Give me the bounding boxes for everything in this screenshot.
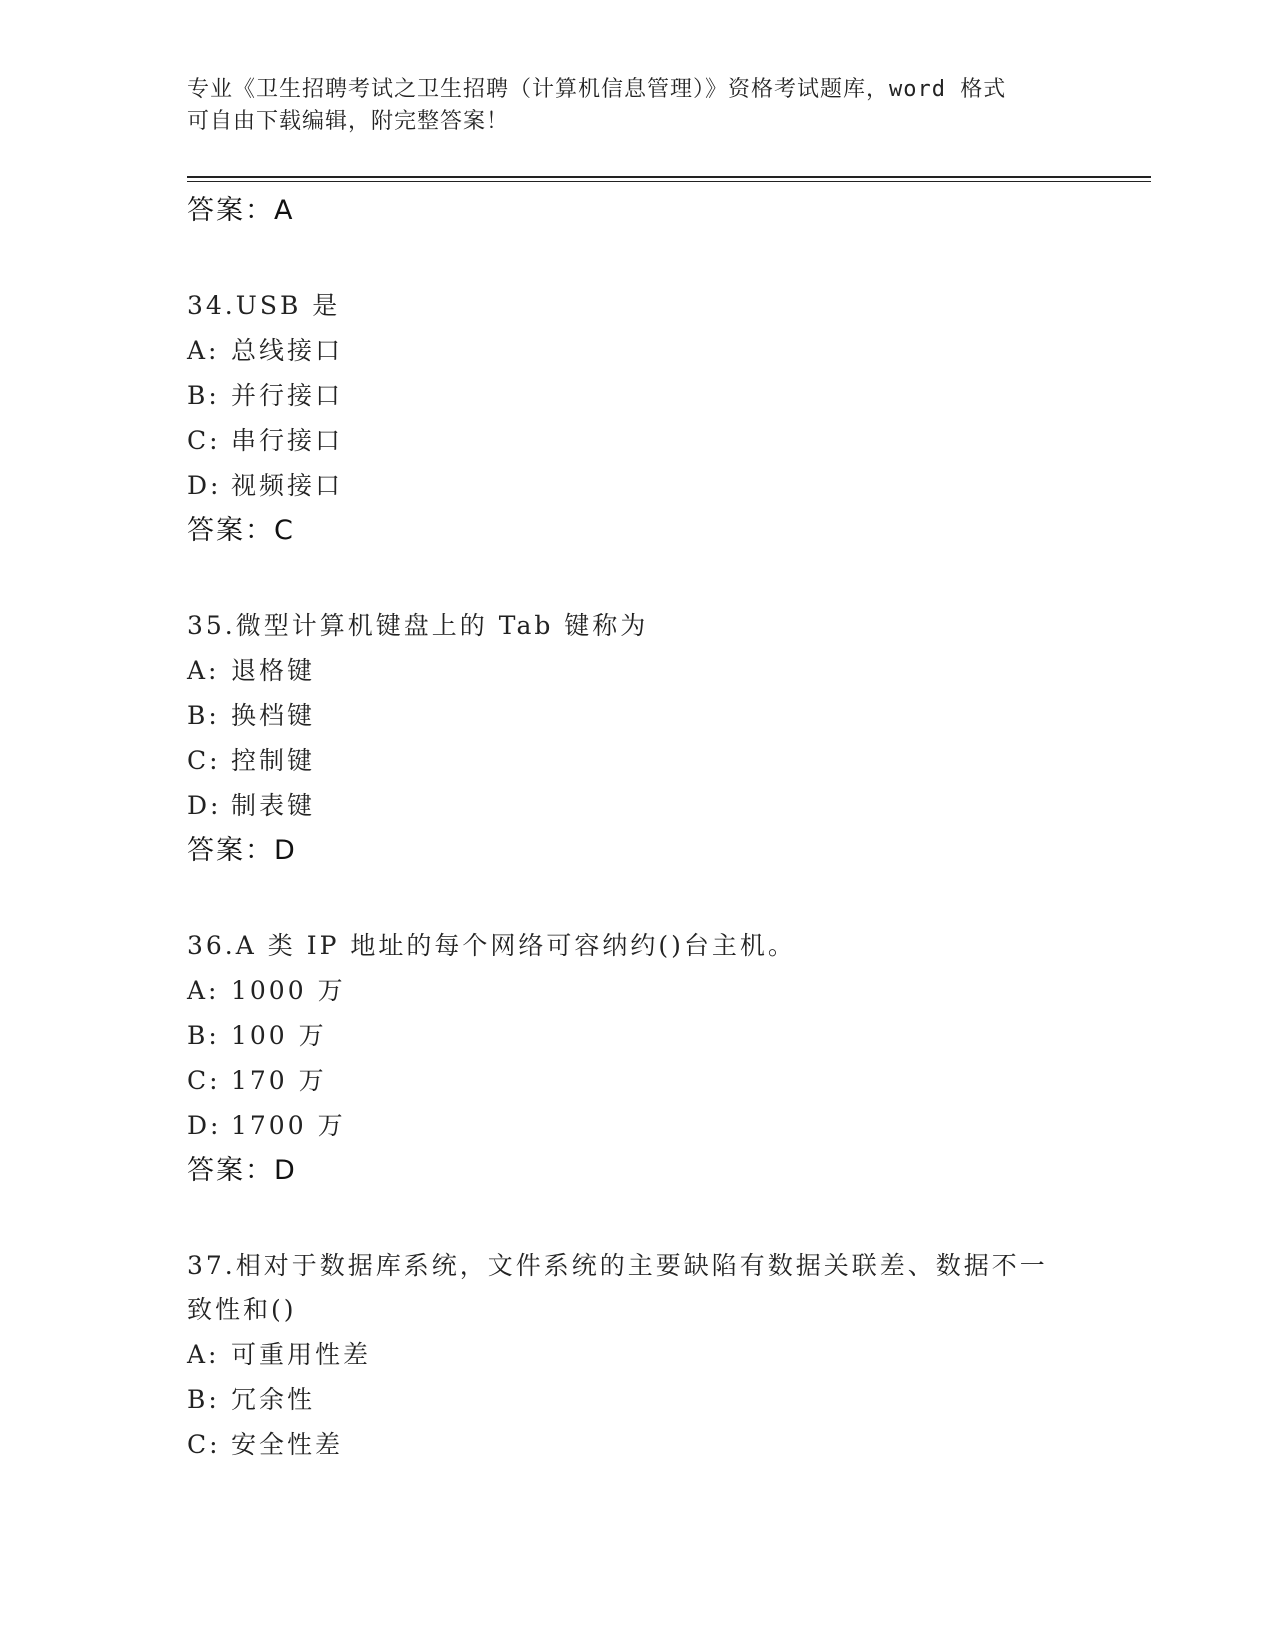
option-letter: B: xyxy=(187,1021,220,1050)
question-text-line-2: 致性和() xyxy=(187,1295,297,1324)
question-text-line-1: 37.相对于数据库系统，文件系统的主要缺陷有数据关联差、数据不一 xyxy=(187,1251,1048,1280)
option-text: 并行接口 xyxy=(231,381,344,410)
option-letter: B: xyxy=(187,701,220,730)
option-a xyxy=(187,1332,1127,1377)
option-letter: D: xyxy=(187,471,222,500)
option-c xyxy=(187,1058,1127,1103)
option-text: 冗余性 xyxy=(231,1385,316,1414)
option-a xyxy=(187,648,1127,693)
option-letter: C: xyxy=(187,426,221,455)
header-line-2: 可自由下载编辑，附完整答案！ xyxy=(187,109,510,134)
option-letter: B: xyxy=(187,1385,220,1414)
question-list xyxy=(187,188,1127,1467)
answer-line: 答案：D xyxy=(187,1155,297,1186)
option-text: 视频接口 xyxy=(231,471,344,500)
option-letter: C: xyxy=(187,1430,221,1459)
option-b xyxy=(187,1377,1127,1422)
option-letter: C: xyxy=(187,746,221,775)
header-rule-thick xyxy=(187,176,1151,178)
option-text: 可重用性差 xyxy=(231,1340,372,1369)
option-text: 1700 万 xyxy=(231,1111,346,1140)
option-text: 170 万 xyxy=(231,1066,327,1095)
option-a xyxy=(187,328,1127,373)
option-text: 100 万 xyxy=(231,1021,327,1050)
option-a xyxy=(187,968,1127,1013)
question-block xyxy=(187,284,1127,554)
option-c xyxy=(187,418,1127,463)
option-text: 总线接口 xyxy=(231,336,344,365)
answer-line: 答案：D xyxy=(187,835,297,866)
question-block xyxy=(187,604,1127,874)
header-rule-thin xyxy=(187,181,1151,182)
option-letter: A: xyxy=(187,336,220,365)
option-text: 控制键 xyxy=(231,746,316,775)
option-c xyxy=(187,1422,1127,1467)
option-letter: A: xyxy=(187,656,220,685)
option-text: 换档键 xyxy=(231,701,316,730)
header-line-1: 专业《卫生招聘考试之卫生招聘（计算机信息管理）》资格考试题库，word 格式 xyxy=(187,77,1007,102)
option-text: 1000 万 xyxy=(231,976,346,1005)
option-c xyxy=(187,738,1127,783)
option-text: 安全性差 xyxy=(231,1430,344,1459)
question-text: 34.USB 是 xyxy=(187,291,341,320)
option-b xyxy=(187,1013,1127,1058)
option-d xyxy=(187,463,1127,508)
answer-line: 答案：C xyxy=(187,515,295,546)
option-letter: A: xyxy=(187,1340,220,1369)
answer-line: 答案：A xyxy=(187,195,295,226)
option-letter: D: xyxy=(187,1111,222,1140)
option-b xyxy=(187,373,1127,418)
option-d xyxy=(187,783,1127,828)
option-letter: C: xyxy=(187,1066,221,1095)
document-header xyxy=(187,74,1087,138)
option-text: 串行接口 xyxy=(231,426,344,455)
option-letter: A: xyxy=(187,976,220,1005)
question-text: 35.微型计算机键盘上的 Tab 键称为 xyxy=(187,611,649,640)
option-text: 退格键 xyxy=(231,656,316,685)
option-d xyxy=(187,1103,1127,1148)
option-letter: D: xyxy=(187,791,222,820)
question-block xyxy=(187,1244,1127,1467)
option-letter: B: xyxy=(187,381,220,410)
option-text: 制表键 xyxy=(231,791,316,820)
question-text: 36.A 类 IP 地址的每个网络可容纳约()台主机。 xyxy=(187,931,796,960)
option-b xyxy=(187,693,1127,738)
question-block xyxy=(187,924,1127,1194)
